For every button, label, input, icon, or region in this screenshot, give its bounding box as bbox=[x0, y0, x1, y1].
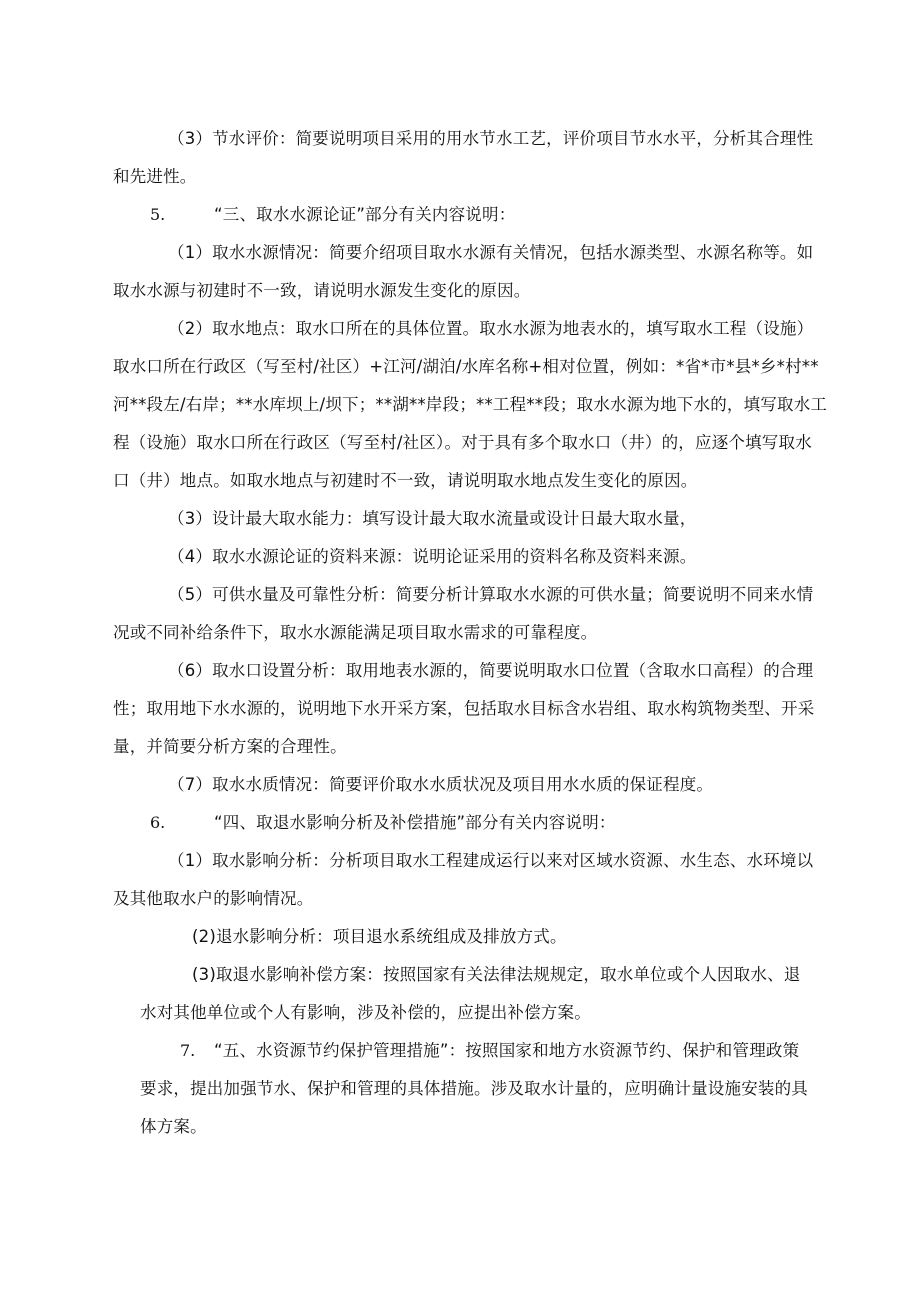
text-line: 体方案。 bbox=[140, 1117, 207, 1136]
section-heading: “三、取水水源论证”部分有关内容说明： bbox=[214, 205, 516, 224]
item-number: 6. bbox=[150, 813, 166, 832]
text-line: 量，并简要分析方案的合理性。 bbox=[113, 737, 347, 756]
text-line: （5）可供水量及可靠性分析：简要分析计算取水水源的可供水量；简要说明不同来水情 bbox=[168, 585, 814, 604]
text-line: 和先进性。 bbox=[113, 167, 197, 186]
text-line: （3）节水评价：简要说明项目采用的用水节水工艺，评价项目节水水平，分析其合理性 bbox=[168, 129, 814, 148]
text-line: 口（井）地点。如取水地点与初建时不一致，请说明取水地点发生变化的原因。 bbox=[113, 471, 698, 490]
text-line: 性；取用地下水水源的，说明地下水开采方案，包括取水目标含水岩组、取水构筑物类型、开采 bbox=[113, 699, 815, 718]
text-line: （2）取水地点：取水口所在的具体位置。取水水源为地表水的，填写取水工程（设施） bbox=[168, 319, 814, 338]
text-line: 要求，提出加强节水、保护和管理的具体措施。涉及取水计量的，应明确计量设施安装的具 bbox=[140, 1079, 808, 1098]
text-line: （1）取水影响分析：分析项目取水工程建成运行以来对区域水资源、水生态、水环境以 bbox=[168, 851, 814, 870]
text-line: (2)退水影响分析：项目退水系统组成及排放方式。 bbox=[192, 927, 567, 946]
text-line: 水对其他单位或个人有影响，涉及补偿的，应提出补偿方案。 bbox=[140, 1003, 591, 1022]
text-line: （4）取水水源论证的资料来源：说明论证采用的资料名称及资料来源。 bbox=[168, 547, 697, 566]
item-number: 5. bbox=[150, 205, 166, 224]
text-line: （7）取水水质情况：简要评价取水水质状况及项目用水水质的保证程度。 bbox=[168, 775, 714, 794]
text-line: 及其他取水户的影响情况。 bbox=[113, 889, 314, 908]
text-line: （1）取水水源情况：简要介绍项目取水水源有关情况，包括水源类型、水源名称等。如 bbox=[168, 243, 814, 262]
text-line: 况或不同补给条件下，取水水源能满足项目取水需求的可靠程度。 bbox=[113, 623, 598, 642]
text-line: (3)取退水影响补偿方案：按照国家有关法律法规规定，取水单位或个人因取水、退 bbox=[192, 965, 801, 984]
text-line: （3）设计最大取水能力：填写设计最大取水流量或设计日最大取水量， bbox=[168, 509, 697, 528]
item-number: 7. bbox=[180, 1041, 196, 1060]
text-line: 程（设施）取水口所在行政区（写至村/社区）。对于具有多个取水口（井）的，应逐个填写取水 bbox=[113, 433, 812, 452]
text-line: （6）取水口设置分析：取用地表水源的，简要说明取水口位置（含取水口高程）的合理 bbox=[168, 661, 814, 680]
section-heading: “五、水资源节约保护管理措施”：按照国家和地方水资源节约、保护和管理政策 bbox=[214, 1041, 800, 1060]
text-line: 取水口所在行政区（写至村/社区）+江河/湖泊/水库名称+相对位置，例如：*省*市*县*乡*村** bbox=[113, 357, 819, 376]
text-line: 河**段左/右岸；**水库坝上/坝下；**湖**岸段；**工程**段；取水水源为地下水的，填写取水工 bbox=[113, 395, 828, 414]
text-line: 取水水源与初建时不一致，请说明水源发生变化的原因。 bbox=[113, 281, 531, 300]
section-heading: “四、取退水影响分析及补偿措施”部分有关内容说明： bbox=[214, 813, 616, 832]
